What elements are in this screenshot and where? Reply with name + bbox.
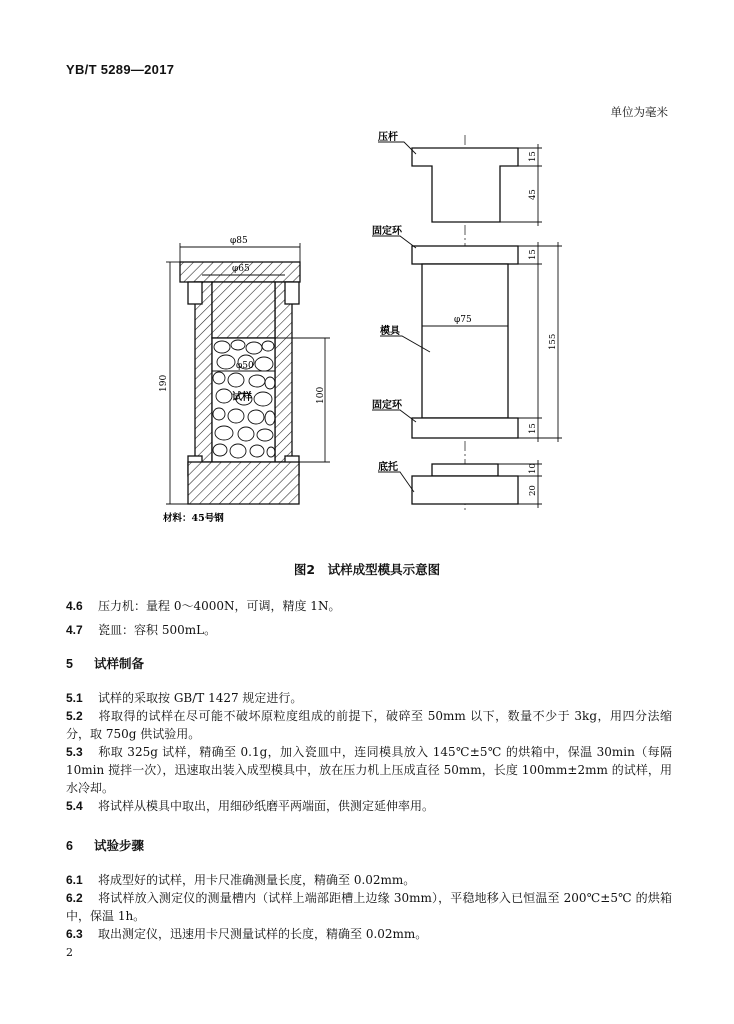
item-5-2: 5.2 将取得的试样在尽可能不破坏原粒度组成的前提下，破碎至 50mm 以下，数量不少于 3kg，用四分法缩分，取 750g 供试验用。 [66, 709, 672, 741]
item-5-3: 5.3 称取 325g 试样，精确至 0.1g，加入瓷皿中，连同模具放入 145℃±5℃ 的烘箱中，保温 30min（每隔 10min 搅拌一次），迅速取出装入成型模具中，放在压力机上压成直径 50mm，长度 100mm±2mm 的试样，用水冷却。 [66, 745, 672, 795]
unit-note: 单位为毫米 [610, 105, 668, 119]
mold-body [422, 264, 508, 418]
base-section [188, 462, 299, 504]
ring-lug-top-left [188, 282, 202, 304]
fixing-ring-top [412, 246, 518, 264]
label-fixing-ring-bottom: 固定环 [372, 400, 402, 411]
mold-wall-right [275, 282, 292, 462]
label-fixing-ring-top: 固定环 [372, 226, 402, 237]
figure-caption: 图2 试样成型模具示意图 [293, 562, 441, 577]
label-material: 材料：45号钢 [163, 513, 224, 524]
label-mold: 模具 [380, 326, 400, 337]
item-5-4: 5.4 将试样从模具中取出，用细砂纸磨平两端面，供测定延伸率用。 [66, 799, 435, 813]
items-4 [66, 597, 672, 639]
item-5-1: 5.1 试样的采取按 GB/T 1427 规定进行。 [66, 691, 303, 705]
ring-lug-top-right [285, 282, 299, 304]
section-5-heading: 5 试样制备 [66, 656, 145, 671]
dim-r15c: 15 [528, 423, 538, 434]
fixing-ring-bottom [412, 418, 518, 438]
dim-d50: φ50 [236, 361, 254, 371]
dim-h100: 100 [316, 386, 326, 404]
dim-r155: 155 [548, 333, 558, 350]
top-plug [212, 282, 275, 338]
dim-d65: φ65 [232, 264, 250, 274]
standard-code: YB/T 5289—2017 [66, 62, 175, 77]
dim-r45: 45 [528, 189, 538, 200]
dim-r15a: 15 [528, 151, 538, 162]
section-6 [66, 837, 672, 943]
assembly-section-view [180, 262, 300, 504]
dim-r15b: 15 [528, 249, 538, 260]
mold-wall-left [195, 282, 212, 462]
dim-r10: 10 [528, 463, 538, 474]
item-4-7: 4.7 瓷皿：容积 500mL。 [66, 623, 217, 637]
label-sample: 试样 [232, 392, 252, 403]
dim-r20: 20 [528, 485, 538, 496]
label-base: 底托 [378, 462, 398, 473]
item-6-3: 6.3 取出测定仪，迅速用卡尺测量试样的长度，精确至 0.02mm。 [66, 927, 428, 941]
dim-h190: 190 [159, 374, 169, 392]
base-holder-top [432, 464, 498, 476]
dim-d75: φ75 [454, 315, 472, 325]
item-4-6: 4.6 压力机：量程 0～4000N，可调，精度 1N。 [66, 599, 341, 613]
page-number: 2 [66, 946, 73, 959]
press-rod [412, 148, 518, 222]
section-6-heading: 6 试验步骤 [66, 838, 145, 853]
dim-d85: φ85 [230, 236, 248, 246]
item-6-2: 6.2 将试样放入测定仪的测量槽内（试样上端部距槽上边缘 30mm），平稳地移入已恒温至 200℃±5℃ 的烘箱中，保温 1h。 [66, 891, 672, 923]
base-holder [412, 476, 518, 504]
section-5 [66, 655, 672, 815]
item-6-1: 6.1 将成型好的试样，用卡尺准确测量长度，精确至 0.02mm。 [66, 873, 416, 887]
label-press-rod: 压杆 [378, 132, 398, 143]
